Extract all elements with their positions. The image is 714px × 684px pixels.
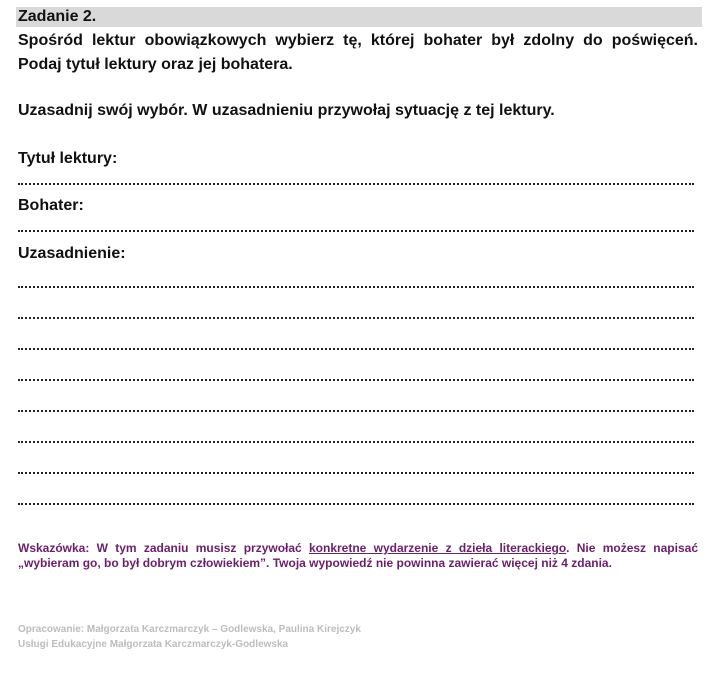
book-title-answer-line[interactable] — [18, 183, 694, 185]
credits — [18, 622, 361, 652]
justification-label: Uzasadnienie: — [18, 245, 126, 262]
hint-suffix: . Nie możesz napisać „wybieram go, bo był dobrym człowiekiem”. Twoja wypowiedź nie powinna zawierać więcej niż 4 zdania. — [18, 541, 698, 570]
hint-note — [18, 541, 698, 571]
justification-answer-line[interactable] — [18, 379, 694, 381]
justification-answer-line[interactable] — [18, 441, 694, 443]
task-instruction: Spośród lektur obowiązkowych wybierz tę, której bohater był zdolny do poświęceń. Podaj tytuł lektury oraz jej bohatera. — [18, 32, 698, 73]
hero-answer-line[interactable] — [18, 230, 694, 232]
justification-answer-line[interactable] — [18, 348, 694, 350]
credits-company: Usługi Edukacyjne Małgorzata Karczmarczyk-Godlewska — [18, 639, 289, 650]
hint-prefix: Wskazówka: W tym zadaniu musisz przywołać — [18, 541, 309, 555]
task-title: Zadanie 2. — [18, 8, 97, 25]
task-justification-instruction: Uzasadnij swój wybór. W uzasadnieniu przywołaj sytuację z tej lektury. — [18, 102, 555, 119]
hint-underlined-phrase: konkretne wydarzenie z dzieła literackiego — [309, 541, 567, 555]
hero-label: Bohater: — [18, 197, 84, 214]
credits-authors: Opracowanie: Małgorzata Karczmarczyk – Godlewska, Paulina Kirejczyk — [18, 624, 361, 635]
justification-answer-line[interactable] — [18, 286, 694, 288]
justification-answer-line[interactable] — [18, 410, 694, 412]
task-header — [16, 7, 702, 27]
book-title-label: Tytuł lektury: — [18, 150, 118, 167]
justification-answer-line[interactable] — [18, 503, 694, 505]
justification-answer-line[interactable] — [18, 317, 694, 319]
justification-answer-line[interactable] — [18, 472, 694, 474]
